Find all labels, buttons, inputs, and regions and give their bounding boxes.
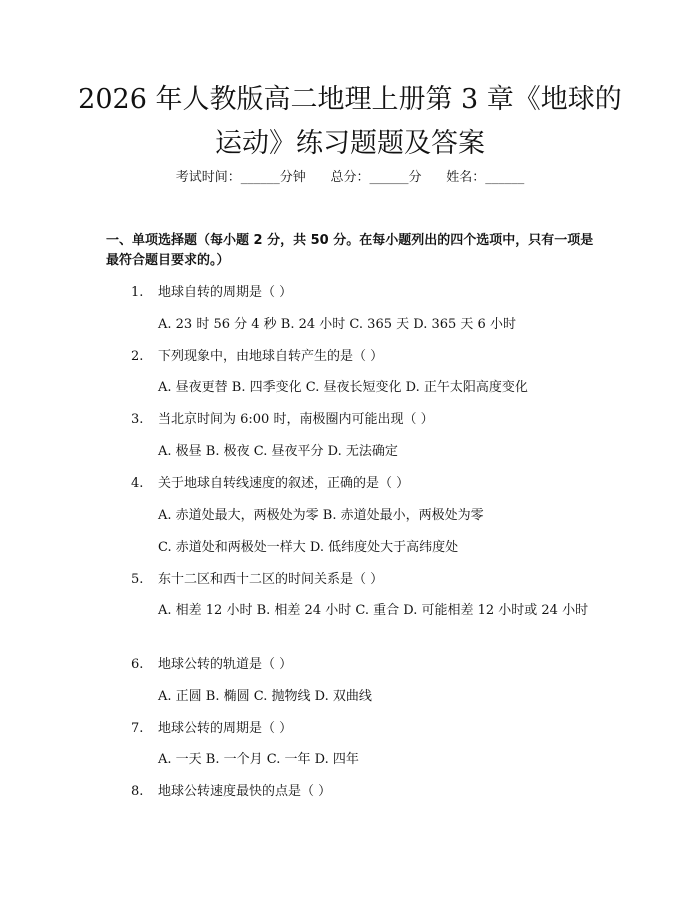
question-2 bbox=[131, 348, 601, 366]
title-line-1: 2026 年人教版高二地理上册第 3 章《地球的 bbox=[78, 84, 622, 115]
question-4-options-c-d: C. 赤道处和两极处一样大 D. 低纬度处大于高纬度处 bbox=[158, 540, 459, 555]
question-number: 1. bbox=[131, 285, 144, 300]
question-1 bbox=[131, 284, 601, 302]
document-title bbox=[60, 78, 640, 166]
question-text: 地球公转的周期是（ ） bbox=[158, 721, 293, 736]
question-number: 3. bbox=[131, 412, 144, 427]
question-text: 关于地球自转线速度的叙述，正确的是（ ） bbox=[158, 476, 410, 491]
question-text: 当北京时间为 6:00 时，南极圈内可能出现（ ） bbox=[158, 412, 434, 427]
question-3-options: A. 极昼 B. 极夜 C. 昼夜平分 D. 无法确定 bbox=[158, 444, 398, 459]
question-6 bbox=[131, 656, 601, 674]
question-text: 地球自转的周期是（ ） bbox=[158, 285, 293, 300]
question-1-options: A. 23 时 56 分 4 秒 B. 24 小时 C. 365 天 D. 365 天 6 小时 bbox=[158, 317, 516, 332]
question-text: 地球公转的轨道是（ ） bbox=[158, 657, 293, 672]
question-2-options: A. 昼夜更替 B. 四季变化 C. 昼夜长短变化 D. 正午太阳高度变化 bbox=[158, 380, 528, 395]
question-text: 地球公转速度最快的点是（ ） bbox=[158, 784, 332, 799]
section-heading: 一、单项选择题（每小题 2 分，共 50 分。在每小题列出的四个选项中，只有一项是最符合题目要求的。） bbox=[106, 233, 594, 268]
question-5-options: A. 相差 12 小时 B. 相差 24 小时 C. 重合 D. 可能相差 12 小时或 24 小时 bbox=[158, 603, 589, 618]
question-8 bbox=[131, 783, 601, 801]
question-5 bbox=[131, 571, 601, 589]
question-number: 2. bbox=[131, 349, 144, 364]
question-number: 5. bbox=[131, 572, 144, 587]
question-4 bbox=[131, 475, 601, 493]
question-number: 6. bbox=[131, 657, 144, 672]
question-6-options: A. 正圆 B. 椭圆 C. 抛物线 D. 双曲线 bbox=[158, 689, 372, 704]
question-4-options-a-b: A. 赤道处最大，两极处为零 B. 赤道处最小，两极处为零 bbox=[158, 508, 484, 523]
question-text: 东十二区和西十二区的时间关系是（ ） bbox=[158, 572, 384, 587]
question-7-options: A. 一天 B. 一个月 C. 一年 D. 四年 bbox=[158, 752, 359, 767]
title-line-2: 运动》练习题题及答案 bbox=[215, 128, 485, 159]
question-text: 下列现象中，由地球自转产生的是（ ） bbox=[158, 349, 384, 364]
question-7 bbox=[131, 720, 601, 738]
question-3 bbox=[131, 411, 601, 429]
question-number: 4. bbox=[131, 476, 144, 491]
exam-info-line: 考试时间：______分钟 总分：______分 姓名：______ bbox=[175, 170, 525, 185]
question-number: 8. bbox=[131, 784, 144, 799]
question-number: 7. bbox=[131, 721, 144, 736]
